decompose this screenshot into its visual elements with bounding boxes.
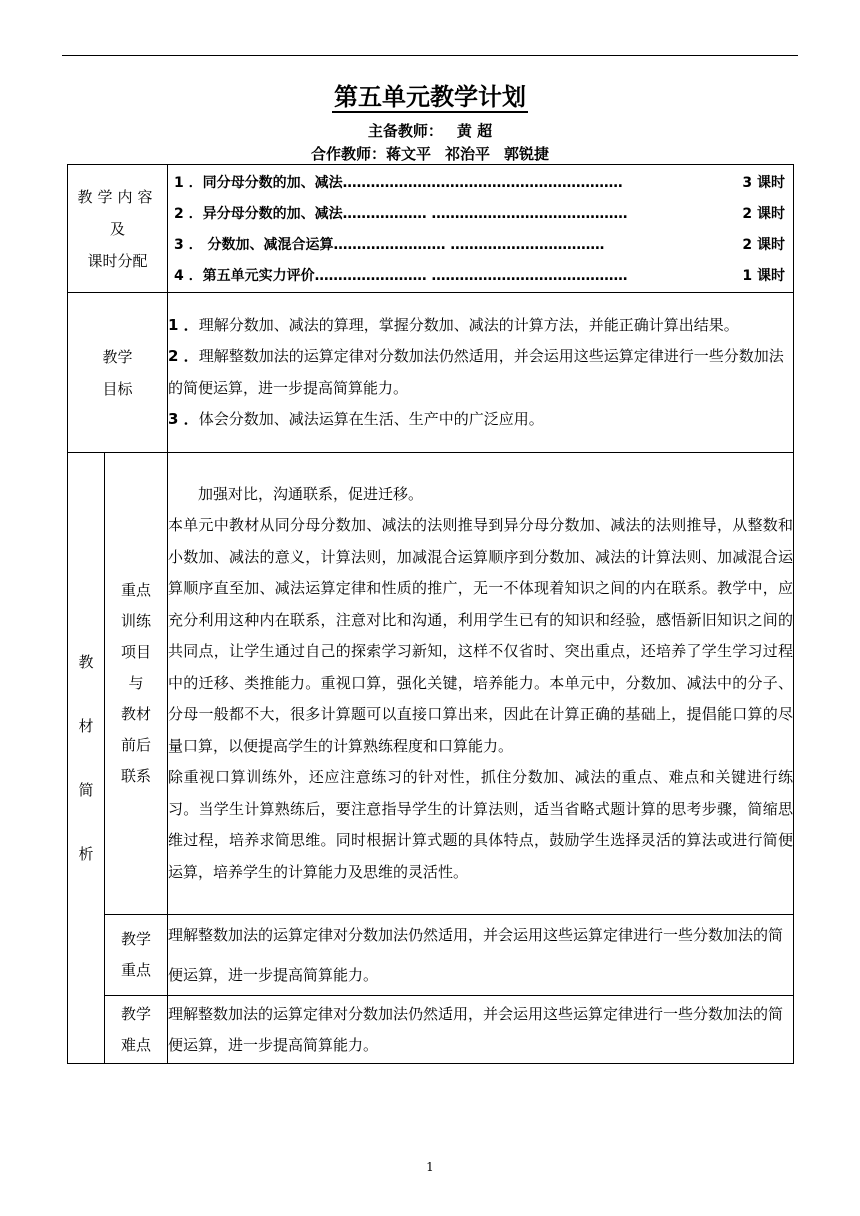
goals-label: 教学 目标 [68, 293, 168, 453]
co-teachers-label: 合作教师： [310, 145, 386, 163]
allocation-item: 4 ．第五单元实力评价…………………… …………………………………… 1 课时 [174, 268, 786, 284]
goals-content [168, 293, 794, 453]
allocation-row [68, 165, 794, 293]
difficulty-row [68, 996, 794, 1064]
difficulty-content: 理解整数加法的运算定律对分数加法仍然适用，并会运用这些运算定律进行一些分数加法的简便运算，进一步提高简算能力。 [168, 996, 794, 1064]
co-teacher-name: 蒋文平 [385, 145, 431, 163]
co-teacher-name: 郭锐捷 [504, 145, 550, 163]
focus-paragraph: 本单元中教材从同分母分数加、减法的法则推导到异分母分数加、减法的法则推导，从整数和小数加、减法的意义，计算法则，加减混合运算顺序到分数加、减法的计算法则、加减混合运算顺序直至加、减法运算定律和性质的推广，无一不体现着知识之间的内在联系。教学中，应充分利用这种内在联系，注意对比和沟通，利用学生已有的知识和经验，感悟新旧知识之间的共同点，让学生通过自己的探索学习新知，这样不仅省时、突出重点，还培养了学生学习过程中的迁移、类推能力。重视口算，强化关键，培养能力。本单元中，分数加、减法中的分子、分母一般都不大，很多计算题可以直接口算出来，因此在计算正确的基础上，提倡能口算的尽量口算，以便提高学生的计算熟练程度和口算能力。 [168, 516, 794, 755]
allocation-item: 1 ．同分母分数的加、减法…………………………………………………… 3 课时 [174, 175, 786, 191]
analysis-label: 教 材 简 析 [68, 453, 105, 1064]
focus-label: 重点 训练 项目 与 教材 前后 联系 [105, 453, 168, 915]
goal-item: 3 ．体会分数加、减法运算在生活、生产中的广泛应用。 [168, 410, 544, 428]
difficulty-label: 教学 难点 [105, 996, 168, 1064]
plan-table [67, 164, 794, 1064]
header-rule [62, 55, 798, 56]
page-number: 1 [426, 1160, 434, 1174]
title-text: 第五单元教学计划 [334, 83, 526, 111]
page-title [0, 80, 860, 114]
key-point-label: 教学 重点 [105, 915, 168, 996]
goal-item: 2 ．理解整数加法的运算定律对分数加法仍然适用，并会运用这些运算定律进行一些分数加法的简便运算，进一步提高简算能力。 [168, 347, 784, 397]
co-teachers-line [0, 144, 860, 164]
co-teacher-name: 祁治平 [445, 145, 491, 163]
goals-row [68, 293, 794, 453]
allocation-item: 2 ．异分母分数的加、减法……………… …………………………………… 2 课时 [174, 206, 786, 222]
focus-paragraph: 加强对比，沟通联系，促进迁移。 [198, 484, 424, 503]
allocation-item: 3 ． 分数加、减混合运算…………………… …………………………… 2 课时 [174, 237, 786, 253]
allocation-content [168, 165, 794, 293]
main-teacher-line [0, 121, 860, 141]
goal-item: 1 ．理解分数加、减法的算理，掌握分数加、减法的计算方法，并能正确计算出结果。 [168, 315, 739, 334]
main-teacher-label: 主备教师： [367, 122, 443, 140]
focus-paragraph: 除重视口算训练外，还应注意练习的针对性，抓住分数加、减法的重点、难点和关键进行练习。当学生计算熟练后，要注意指导学生的计算法则，适当省略式题计算的思考步骤，简缩思维过程，培养求简思维。同时根据计算式题的具体特点，鼓励学生选择灵活的算法或进行简便运算，培养学生的计算能力及思维的灵活性。 [168, 768, 794, 881]
focus-content [168, 453, 794, 915]
focus-row [68, 453, 794, 915]
key-point-row [68, 915, 794, 996]
allocation-label: 教学内容 及 课时分配 [68, 165, 168, 293]
main-teacher-name: 黄 超 [456, 122, 493, 140]
key-point-content: 理解整数加法的运算定律对分数加法仍然适用，并会运用这些运算定律进行一些分数加法的简便运算，进一步提高简算能力。 [168, 915, 794, 996]
